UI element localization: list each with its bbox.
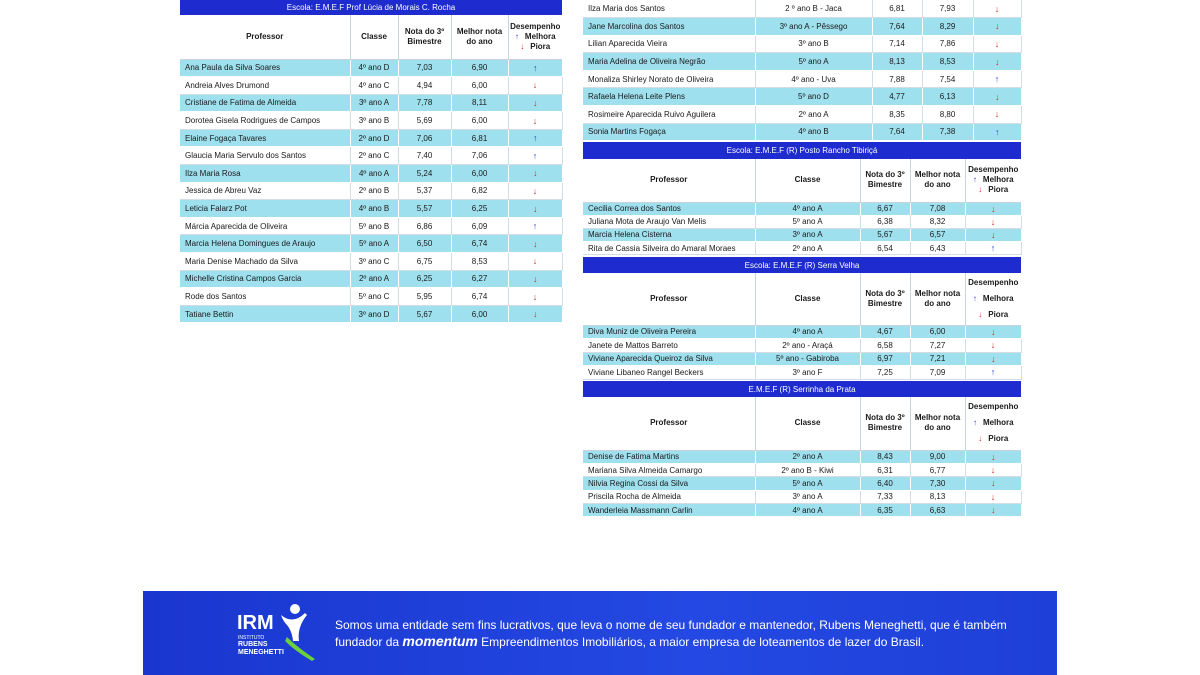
nota-cell: 6,97 bbox=[860, 352, 910, 366]
nota-cell: 7,03 bbox=[398, 59, 451, 77]
trend-cell bbox=[508, 253, 562, 271]
melhor-cell: 6,00 bbox=[451, 112, 508, 130]
nota-cell: 7,33 bbox=[860, 490, 910, 503]
table-row bbox=[180, 147, 562, 165]
arrow-down-icon: ↓ bbox=[532, 291, 538, 302]
professor-cell: Rita de Cassia Silveira do Amaral Moraes bbox=[583, 242, 755, 255]
trend-cell bbox=[973, 35, 1021, 53]
melhor-cell: 7,86 bbox=[922, 35, 973, 53]
professor-cell: Rosimeire Aparecida Ruivo Aguilera bbox=[583, 106, 755, 124]
trend-cell bbox=[508, 200, 562, 218]
trend-cell bbox=[965, 504, 1021, 517]
svg-text:INSTITUTO: INSTITUTO bbox=[238, 635, 265, 641]
nota-cell: 7,64 bbox=[872, 123, 922, 141]
trend-cell bbox=[508, 94, 562, 112]
classe-cell: 5º ano D bbox=[755, 88, 872, 106]
arrow-up-icon: ↑ bbox=[514, 31, 519, 41]
classe-cell: 5º ano C bbox=[350, 288, 398, 306]
table-row bbox=[583, 490, 1021, 503]
professor-cell: Marcia Helena Domingues de Araujo bbox=[180, 235, 350, 253]
arrow-down-icon: ↓ bbox=[991, 326, 996, 337]
trend-cell bbox=[965, 490, 1021, 503]
col-classe: Classe bbox=[755, 273, 860, 325]
trend-cell bbox=[965, 477, 1021, 490]
school-title: Escola: E.M.E.F (R) Serra Velha bbox=[583, 257, 1021, 273]
melhor-cell: 7,30 bbox=[910, 477, 965, 490]
nota-cell: 8,35 bbox=[872, 106, 922, 124]
nota-cell: 6,67 bbox=[860, 202, 910, 215]
table-row bbox=[180, 200, 562, 218]
table-row bbox=[180, 253, 562, 271]
classe-cell: 3º ano A bbox=[350, 94, 398, 112]
trend-cell bbox=[508, 235, 562, 253]
table-row bbox=[583, 70, 1021, 88]
melhor-cell: 7,93 bbox=[922, 0, 973, 18]
trend-cell bbox=[508, 112, 562, 130]
table-row bbox=[180, 288, 562, 306]
classe-cell: 2º ano C bbox=[350, 147, 398, 165]
melhor-cell: 6,00 bbox=[451, 165, 508, 183]
classe-cell: 3º ano F bbox=[755, 366, 860, 380]
table-row bbox=[583, 477, 1021, 490]
arrow-down-icon: ↓ bbox=[995, 91, 1000, 102]
professor-cell: Monaliza Shirley Norato de Oliveira bbox=[583, 70, 755, 88]
table-row bbox=[583, 0, 1021, 18]
col-professor: Professor bbox=[583, 273, 755, 325]
col-melhor: Melhor nota do ano bbox=[910, 397, 965, 450]
nota-cell: 4,67 bbox=[860, 325, 910, 339]
professor-cell: Janete de Mattos Barreto bbox=[583, 339, 755, 353]
nota-cell: 6,25 bbox=[398, 270, 451, 288]
trend-cell bbox=[965, 366, 1021, 380]
professor-cell: Nilvia Regina Cossi da Silva bbox=[583, 477, 755, 490]
table-row bbox=[180, 305, 562, 323]
melhor-cell: 8,53 bbox=[922, 53, 973, 71]
footer-banner bbox=[143, 591, 1057, 675]
melhor-cell: 6,43 bbox=[910, 242, 965, 255]
trend-cell bbox=[965, 463, 1021, 476]
melhor-cell: 7,54 bbox=[922, 70, 973, 88]
melhor-cell: 8,32 bbox=[910, 215, 965, 228]
table-row bbox=[583, 53, 1021, 71]
trend-cell bbox=[508, 305, 562, 323]
nota-cell: 6,75 bbox=[398, 253, 451, 271]
table-row bbox=[583, 366, 1021, 380]
col-desempenho: Desempenho ↑ Melhora ↓ Piora bbox=[965, 159, 1021, 202]
arrow-down-icon: ↓ bbox=[991, 353, 996, 364]
table-row bbox=[583, 202, 1021, 215]
professor-cell: Ilza Maria dos Santos bbox=[583, 0, 755, 18]
arrow-down-icon: ↓ bbox=[532, 185, 538, 196]
trend-cell bbox=[965, 242, 1021, 255]
col-desempenho: Desempenho ↑ Melhora ↓ Piora bbox=[965, 397, 1021, 450]
arrow-down-icon: ↓ bbox=[533, 238, 538, 249]
professor-cell: Priscila Rocha de Almeida bbox=[583, 490, 755, 503]
nota-cell: 6,58 bbox=[860, 339, 910, 353]
classe-cell: 2º ano B bbox=[350, 182, 398, 200]
melhor-cell: 9,00 bbox=[910, 450, 965, 463]
professor-cell: Glaucia Maria Servulo dos Santos bbox=[180, 147, 350, 165]
classe-cell: 2º ano A bbox=[755, 450, 860, 463]
nota-cell: 5,24 bbox=[398, 165, 451, 183]
classe-cell: 5º ano B bbox=[350, 217, 398, 235]
professor-cell: Leticia Falarz Pot bbox=[180, 200, 350, 218]
arrow-down-icon: ↓ bbox=[991, 505, 996, 516]
trend-cell bbox=[508, 288, 562, 306]
arrow-down-icon: ↓ bbox=[978, 185, 983, 195]
classe-cell: 4º ano A bbox=[755, 504, 860, 517]
professor-cell: Viviane Aparecida Queiroz da Silva bbox=[583, 352, 755, 366]
nota-cell: 6,35 bbox=[860, 504, 910, 517]
arrow-down-icon: ↓ bbox=[991, 478, 996, 489]
melhor-cell: 6,74 bbox=[451, 235, 508, 253]
professor-cell: Denise de Fatima Martins bbox=[583, 450, 755, 463]
arrow-down-icon: ↓ bbox=[533, 168, 538, 179]
arrow-up-icon: ↑ bbox=[533, 133, 538, 144]
col-classe: Classe bbox=[755, 397, 860, 450]
trend-cell bbox=[508, 77, 562, 95]
arrow-down-icon: ↓ bbox=[991, 203, 996, 214]
nota-cell: 7,14 bbox=[872, 35, 922, 53]
trend-cell bbox=[973, 88, 1021, 106]
nota-cell: 5,37 bbox=[398, 182, 451, 200]
arrow-down-icon: ↓ bbox=[533, 273, 538, 284]
arrow-down-icon: ↓ bbox=[990, 216, 996, 227]
melhor-cell: 8,13 bbox=[910, 490, 965, 503]
table-row bbox=[583, 18, 1021, 36]
trend-cell bbox=[973, 18, 1021, 36]
classe-cell: 2º ano A bbox=[350, 270, 398, 288]
col-professor: Professor bbox=[583, 397, 755, 450]
professor-cell: Maria Adelina de Oliveira Negrão bbox=[583, 53, 755, 71]
classe-cell: 2º ano D bbox=[350, 129, 398, 147]
professor-cell: Viviane Libaneo Rangel Beckers bbox=[583, 366, 755, 380]
melhor-cell: 6,81 bbox=[451, 129, 508, 147]
professor-cell: Andreia Alves Drumond bbox=[180, 77, 350, 95]
svg-text:RUBENS: RUBENS bbox=[238, 641, 268, 648]
nota-cell: 7,78 bbox=[398, 94, 451, 112]
trend-cell bbox=[973, 0, 1021, 18]
nota-cell: 4,94 bbox=[398, 77, 451, 95]
col-nota: Nota do 3º Bimestre bbox=[860, 273, 910, 325]
arrow-up-icon: ↑ bbox=[972, 175, 977, 185]
professor-cell: Rafaela Helena Leite Plens bbox=[583, 88, 755, 106]
professor-cell: Diva Muniz de Oliveira Pereira bbox=[583, 325, 755, 339]
classe-cell: 4º ano B bbox=[350, 200, 398, 218]
table-row bbox=[180, 165, 562, 183]
melhor-cell: 7,08 bbox=[910, 202, 965, 215]
nota-cell: 4,77 bbox=[872, 88, 922, 106]
nota-cell: 7,25 bbox=[860, 366, 910, 380]
trend-cell bbox=[973, 70, 1021, 88]
melhor-cell: 8,53 bbox=[451, 253, 508, 271]
melhor-cell: 6,13 bbox=[922, 88, 973, 106]
melhor-cell: 6,77 bbox=[910, 463, 965, 476]
classe-cell: 4º ano C bbox=[350, 77, 398, 95]
arrow-down-icon: ↓ bbox=[991, 451, 996, 462]
table-row bbox=[180, 270, 562, 288]
melhor-cell: 6,00 bbox=[451, 77, 508, 95]
table-row bbox=[180, 59, 562, 77]
col-professor: Professor bbox=[180, 15, 350, 59]
arrow-down-icon: ↓ bbox=[532, 115, 538, 126]
trend-cell bbox=[973, 53, 1021, 71]
professor-cell: Cristiane de Fatima de Almeida bbox=[180, 94, 350, 112]
footer-description: Somos uma entidade sem fins lucrativos, que leva o nome de seu fundador e mantenedor, Rubens Meneghetti, que é também fundador da momentum Empreendimentos Imobiliários, a maior empresa de loteamentos de lazer do Brasil. bbox=[335, 618, 1007, 649]
trend-cell bbox=[973, 123, 1021, 141]
table-row bbox=[583, 228, 1021, 241]
nota-cell: 5,67 bbox=[860, 228, 910, 241]
nota-cell: 6,81 bbox=[872, 0, 922, 18]
table-row bbox=[583, 215, 1021, 228]
classe-cell: 3º ano A bbox=[755, 490, 860, 503]
classe-cell: 2º ano A bbox=[755, 242, 860, 255]
svg-text:IRM: IRM bbox=[237, 612, 274, 634]
classe-cell: 3º ano C bbox=[350, 253, 398, 271]
table-row bbox=[583, 106, 1021, 124]
professor-cell: Juliana Mota de Araujo Van Melis bbox=[583, 215, 755, 228]
table-row bbox=[180, 129, 562, 147]
classe-cell: 3º ano B bbox=[755, 35, 872, 53]
professor-cell: Rode dos Santos bbox=[180, 288, 350, 306]
classe-cell: 2º ano A bbox=[755, 106, 872, 124]
classe-cell: 3º ano A bbox=[755, 228, 860, 241]
table-row bbox=[583, 88, 1021, 106]
trend-cell bbox=[508, 270, 562, 288]
col-nota: Nota do 3º Bimestre bbox=[398, 15, 451, 59]
table-row bbox=[583, 242, 1021, 255]
arrow-up-icon: ↑ bbox=[972, 418, 977, 428]
table-row bbox=[583, 35, 1021, 53]
professor-cell: Jessica de Abreu Vaz bbox=[180, 182, 350, 200]
arrow-up-icon: ↑ bbox=[972, 293, 977, 303]
arrow-down-icon: ↓ bbox=[533, 97, 538, 108]
school2-table bbox=[583, 142, 1022, 255]
professor-cell: Marcia Helena Cisterna bbox=[583, 228, 755, 241]
nota-cell: 5,57 bbox=[398, 200, 451, 218]
arrow-up-icon: ↑ bbox=[532, 221, 538, 232]
classe-cell: 3º ano A - Pêssego bbox=[755, 18, 872, 36]
table-row bbox=[180, 217, 562, 235]
table-row bbox=[583, 123, 1021, 141]
arrow-up-icon: ↑ bbox=[532, 150, 538, 161]
trend-cell bbox=[965, 202, 1021, 215]
school3-table bbox=[583, 257, 1022, 380]
classe-cell: 4º ano A bbox=[755, 202, 860, 215]
professor-cell: Lilian Aparecida Vieira bbox=[583, 35, 755, 53]
col-desempenho: Desempenho ↑ Melhora ↓ Piora bbox=[508, 15, 562, 59]
nota-cell: 7,06 bbox=[398, 129, 451, 147]
melhor-cell: 6,00 bbox=[910, 325, 965, 339]
melhor-cell: 6,00 bbox=[451, 305, 508, 323]
arrow-up-icon: ↑ bbox=[995, 126, 1000, 137]
classe-cell: 5º ano - Gabiroba bbox=[755, 352, 860, 366]
trend-cell bbox=[965, 352, 1021, 366]
trend-cell bbox=[508, 59, 562, 77]
melhor-cell: 6,25 bbox=[451, 200, 508, 218]
col-nota: Nota do 3º Bimestre bbox=[860, 159, 910, 202]
trend-cell bbox=[508, 147, 562, 165]
school-title: E.M.E.F (R) Serrinha da Prata bbox=[583, 381, 1021, 397]
melhor-cell: 6,27 bbox=[451, 270, 508, 288]
col-professor: Professor bbox=[583, 159, 755, 202]
classe-cell: 5º ano A bbox=[755, 53, 872, 71]
svg-text:MENEGHETTI: MENEGHETTI bbox=[238, 649, 284, 656]
col-classe: Classe bbox=[755, 159, 860, 202]
col-classe: Classe bbox=[350, 15, 398, 59]
classe-cell: 4º ano - Uva bbox=[755, 70, 872, 88]
classe-cell: 2º ano B - Kiwi bbox=[755, 463, 860, 476]
col-melhor: Melhor nota do ano bbox=[910, 273, 965, 325]
professor-cell: Tatiane Bettin bbox=[180, 305, 350, 323]
school-title: Escola: E.M.E.F (R) Posto Rancho Tibiriçá bbox=[583, 142, 1021, 159]
classe-cell: 5º ano A bbox=[350, 235, 398, 253]
arrow-down-icon: ↓ bbox=[532, 256, 538, 267]
arrow-down-icon: ↓ bbox=[994, 109, 1000, 120]
professor-cell: Michelle Cristina Campos Garcia bbox=[180, 270, 350, 288]
classe-cell: 4º ano B bbox=[755, 123, 872, 141]
nota-cell: 7,64 bbox=[872, 18, 922, 36]
nota-cell: 8,43 bbox=[860, 450, 910, 463]
school1-table bbox=[180, 0, 563, 323]
melhor-cell: 8,80 bbox=[922, 106, 973, 124]
nota-cell: 6,50 bbox=[398, 235, 451, 253]
classe-cell: 5º ano A bbox=[755, 215, 860, 228]
arrow-up-icon: ↑ bbox=[533, 62, 538, 73]
arrow-down-icon: ↓ bbox=[994, 3, 1000, 14]
table-row bbox=[180, 94, 562, 112]
professor-cell: Ilza Maria Rosa bbox=[180, 165, 350, 183]
classe-cell: 3º ano B bbox=[350, 112, 398, 130]
trend-cell bbox=[508, 165, 562, 183]
professor-cell: Elaine Fogaça Tavares bbox=[180, 129, 350, 147]
col-melhor: Melhor nota do ano bbox=[910, 159, 965, 202]
arrow-down-icon: ↓ bbox=[978, 309, 983, 319]
arrow-down-icon: ↓ bbox=[533, 309, 538, 320]
nota-cell: 7,88 bbox=[872, 70, 922, 88]
nota-cell: 6,40 bbox=[860, 477, 910, 490]
school4-table bbox=[583, 381, 1022, 517]
arrow-down-icon: ↓ bbox=[994, 38, 1000, 49]
arrow-down-icon: ↓ bbox=[533, 203, 538, 214]
professor-cell: Wanderleia Massmann Carlin bbox=[583, 504, 755, 517]
nota-cell: 8,13 bbox=[872, 53, 922, 71]
classe-cell: 4º ano D bbox=[350, 59, 398, 77]
trend-cell bbox=[965, 215, 1021, 228]
table-row bbox=[180, 182, 562, 200]
trend-cell bbox=[965, 325, 1021, 339]
melhor-cell: 6,09 bbox=[451, 217, 508, 235]
table-row bbox=[583, 450, 1021, 463]
professor-cell: Maria Denise Machado da Silva bbox=[180, 253, 350, 271]
melhor-cell: 7,06 bbox=[451, 147, 508, 165]
arrow-down-icon: ↓ bbox=[520, 41, 525, 51]
melhor-cell: 6,74 bbox=[451, 288, 508, 306]
arrow-down-icon: ↓ bbox=[995, 56, 1000, 67]
nota-cell: 7,40 bbox=[398, 147, 451, 165]
melhor-cell: 6,90 bbox=[451, 59, 508, 77]
professor-cell: Mariana Silva Almeida Camargo bbox=[583, 463, 755, 476]
momentum-brand: momentum bbox=[402, 633, 478, 649]
nota-cell: 6,54 bbox=[860, 242, 910, 255]
trend-cell bbox=[965, 228, 1021, 241]
melhor-cell: 6,63 bbox=[910, 504, 965, 517]
table-row bbox=[583, 339, 1021, 353]
nota-cell: 5,69 bbox=[398, 112, 451, 130]
melhor-cell: 7,21 bbox=[910, 352, 965, 366]
classe-cell: 2 º ano B - Jaca bbox=[755, 0, 872, 18]
trend-cell bbox=[508, 182, 562, 200]
school-title: Escola: E.M.E.F Prof Lúcia de Morais C. Rocha bbox=[180, 0, 562, 15]
col-desempenho: Desempenho ↑ Melhora ↓ Piora bbox=[965, 273, 1021, 325]
arrow-up-icon: ↑ bbox=[990, 243, 996, 254]
col-nota: Nota do 3º Bimestre bbox=[860, 397, 910, 450]
table-row bbox=[583, 504, 1021, 517]
table-row bbox=[180, 77, 562, 95]
classe-cell: 2º ano - Araçá bbox=[755, 339, 860, 353]
arrow-down-icon: ↓ bbox=[990, 491, 996, 502]
melhor-cell: 6,57 bbox=[910, 228, 965, 241]
trend-cell bbox=[508, 217, 562, 235]
arrow-down-icon: ↓ bbox=[995, 21, 1000, 32]
classe-cell: 5º ano A bbox=[755, 477, 860, 490]
melhor-cell: 8,11 bbox=[451, 94, 508, 112]
table-row bbox=[180, 235, 562, 253]
professor-cell: Márcia Aparecida de Oliveira bbox=[180, 217, 350, 235]
nota-cell: 6,86 bbox=[398, 217, 451, 235]
arrow-down-icon: ↓ bbox=[991, 229, 996, 240]
nota-cell: 5,67 bbox=[398, 305, 451, 323]
classe-cell: 4º ano A bbox=[755, 325, 860, 339]
melhor-cell: 7,09 bbox=[910, 366, 965, 380]
table-row bbox=[583, 325, 1021, 339]
trend-cell bbox=[973, 106, 1021, 124]
melhor-cell: 8,29 bbox=[922, 18, 973, 36]
melhor-cell: 7,27 bbox=[910, 339, 965, 353]
classe-cell: 3º ano D bbox=[350, 305, 398, 323]
table-row bbox=[180, 112, 562, 130]
arrow-down-icon: ↓ bbox=[532, 80, 538, 91]
professor-cell: Jane Marcolina dos Santos bbox=[583, 18, 755, 36]
trend-cell bbox=[508, 129, 562, 147]
table-row bbox=[583, 352, 1021, 366]
arrow-up-icon: ↑ bbox=[994, 74, 1000, 85]
nota-cell: 6,38 bbox=[860, 215, 910, 228]
melhor-cell: 7,38 bbox=[922, 123, 973, 141]
melhor-cell: 6,82 bbox=[451, 182, 508, 200]
professor-cell: Dorotea Gisela Rodrigues de Campos bbox=[180, 112, 350, 130]
continuation-table bbox=[583, 0, 1022, 141]
irm-logo-icon bbox=[235, 601, 319, 663]
col-melhor: Melhor nota do ano bbox=[451, 15, 508, 59]
nota-cell: 6,31 bbox=[860, 463, 910, 476]
arrow-down-icon: ↓ bbox=[990, 465, 996, 476]
classe-cell: 4º ano A bbox=[350, 165, 398, 183]
professor-cell: Ana Paula da Silva Soares bbox=[180, 59, 350, 77]
arrow-down-icon: ↓ bbox=[990, 340, 996, 351]
table-row bbox=[583, 463, 1021, 476]
trend-cell bbox=[965, 339, 1021, 353]
nota-cell: 5,95 bbox=[398, 288, 451, 306]
trend-cell bbox=[965, 450, 1021, 463]
arrow-up-icon: ↑ bbox=[990, 367, 996, 378]
arrow-down-icon: ↓ bbox=[978, 434, 983, 444]
professor-cell: Cecilia Correa dos Santos bbox=[583, 202, 755, 215]
professor-cell: Sonia Martins Fogaça bbox=[583, 123, 755, 141]
